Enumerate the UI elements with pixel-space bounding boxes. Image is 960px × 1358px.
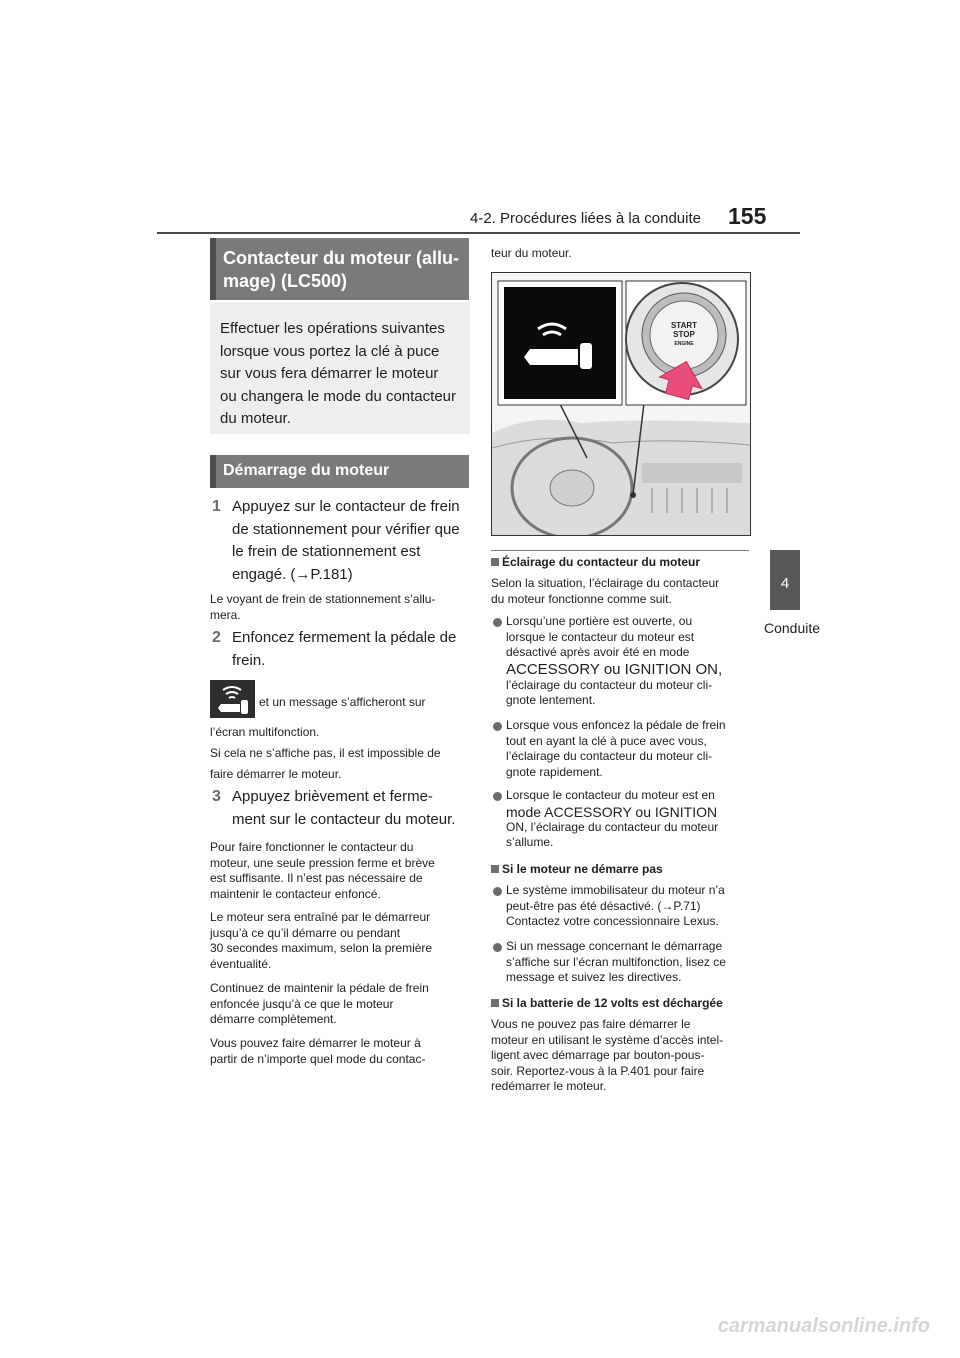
engine-switch-illustration (491, 272, 751, 536)
note-line: Le voyant de frein de stationnement s’allu- (210, 592, 436, 606)
step-1-note (210, 592, 463, 623)
text-line: mode ACCESSORY ou IGNITION (506, 803, 718, 820)
smart-key-indicator-icon (210, 680, 255, 718)
paragraph (210, 1036, 463, 1067)
para-line: enfoncée jusqu’à ce que le moteur (210, 996, 394, 1011)
header-rule (157, 232, 800, 234)
text-line: l’éclairage du contacteur du moteur cli- (506, 677, 713, 692)
intro-line: ou changera le mode du contacteur (220, 387, 456, 405)
step-2-icon-caption: et un message s’afficheront sur (259, 695, 426, 709)
para-line: Vous pouvez faire démarrer le moteur à (210, 1036, 421, 1050)
text-line: Lorsque le contacteur du moteur est en (506, 788, 715, 802)
button-label-start: START (670, 321, 698, 330)
text-line: ACCESSORY ou IGNITION ON, (506, 660, 723, 678)
step-line: de stationnement pour vérifier que (232, 520, 460, 538)
sec1-bullet-3 (506, 788, 749, 851)
text-line: Selon la situation, l’éclairage du contacteur (491, 576, 720, 590)
text-line: soir. Reportez-vous à la P.401 pour faire (491, 1063, 705, 1078)
para-line: Continuez de maintenir la pédale de frein (210, 981, 429, 995)
text-line: du moteur fonctionne comme suit. (491, 591, 672, 606)
text-line: peut-être pas été désactivé. (→P.71) (506, 898, 701, 913)
page-number: 155 (728, 203, 767, 229)
text-line: redémarrer le moteur. (491, 1079, 607, 1093)
intro-line: lorsque vous portez la clé à puce (220, 342, 440, 360)
text-line: lorsque le contacteur du moteur est (506, 629, 695, 644)
circle-bullet-icon (493, 792, 502, 801)
paragraph (210, 910, 463, 972)
intro-line: du moteur. (220, 410, 291, 427)
sec3-heading (491, 996, 723, 1010)
sec3-body (491, 1017, 749, 1095)
note-line: mera. (210, 607, 241, 622)
step-2-text (232, 627, 467, 672)
text-line: message et suivez les directives. (506, 970, 682, 984)
watermark-area (0, 1290, 960, 1358)
step-line: le frein de stationnement est (232, 543, 421, 560)
square-bullet-icon (491, 865, 499, 873)
step-number: 2 (212, 629, 221, 646)
step-2-note (210, 722, 463, 785)
square-bullet-icon (491, 558, 499, 566)
note-line: l’écran multifonction. (210, 725, 320, 739)
text-line: ON, l’éclairage du contacteur du moteur (506, 819, 719, 834)
watermark: carmanualsonline.info (717, 1315, 930, 1337)
text-line: gnote rapidement. (506, 764, 603, 779)
subheading (210, 455, 469, 488)
button-label-stop: STOP (673, 330, 695, 339)
text-line: ligent avec démarrage par bouton-pous- (491, 1048, 705, 1062)
section-divider (491, 550, 749, 551)
main-heading-line2: mage) (LC500) (223, 271, 348, 291)
step-number: 3 (212, 788, 221, 805)
step-number: 1 (212, 498, 221, 515)
sec1-heading (491, 555, 700, 569)
chapter-number: 4 (780, 575, 790, 592)
text-line: Vous ne pouvez pas faire démarrer le (491, 1017, 691, 1031)
sec1-bullet-1 (506, 614, 749, 709)
para-line: jusqu’à ce qu’il démarre ou pendant (210, 925, 401, 940)
para-line: est suffisante. Il n’est pas nécessaire de (210, 871, 423, 885)
text-line: Contactez votre concessionnaire Lexus. (506, 914, 719, 928)
text-line: Le système immobilisateur du moteur n’a (506, 883, 725, 897)
para-line: démarre complètement. (210, 1012, 337, 1026)
step-1-text (232, 496, 467, 586)
sec2-bullet-1 (506, 883, 749, 930)
circle-bullet-icon (493, 618, 502, 627)
para-line: Le moteur sera entraîné par le démarreur (210, 910, 431, 924)
sec1-bullet-2 (506, 718, 749, 780)
para-line: moteur, une seule pression ferme et brève (210, 855, 435, 870)
circle-bullet-icon (493, 887, 502, 896)
step-3-text (232, 786, 472, 831)
text-line: gnote lentement. (506, 693, 596, 707)
text-line: Lorsque vous enfoncez la pédale de frein (506, 718, 726, 732)
step-line: frein. (232, 651, 266, 669)
text-line: moteur en utilisant le système d’accès intel- (491, 1032, 724, 1047)
continuation-text: teur du moteur. (491, 246, 572, 260)
main-heading-line1: Contacteur du moteur (allu- (223, 248, 460, 268)
button-label-engine: ENGINE (674, 341, 694, 347)
step-line: Enfoncez fermement la pédale de (232, 629, 457, 646)
text-line: s’affiche sur l’écran multifonction, lisez ce (506, 954, 726, 969)
para-line: partir de n’importe quel mode du contac- (210, 1051, 426, 1066)
text-line: Lorsqu’une portière est ouverte, ou (506, 614, 693, 628)
text-line: l’éclairage du contacteur du moteur cli- (506, 749, 713, 763)
note-line: Si cela ne s’affiche pas, il est impossible de (210, 746, 441, 760)
subheading-text: Démarrage du moteur (223, 462, 390, 479)
text-line: désactivé après avoir été en mode (506, 645, 690, 659)
paragraph (210, 981, 463, 1028)
square-bullet-icon (491, 999, 499, 1007)
note-line: faire démarrer le moteur. (210, 767, 342, 781)
sec1-intro (491, 576, 749, 607)
sec2-heading-text: Si le moteur ne démarre pas (502, 862, 663, 876)
circle-bullet-icon (493, 722, 502, 731)
section-title: 4-2. Procédures liées à la conduite (470, 210, 701, 227)
intro-line: sur vous fera démarrer le moteur (220, 365, 439, 382)
step-line: engagé. (→P.181) (232, 565, 353, 583)
heading-bar (210, 238, 216, 300)
paragraph (210, 840, 463, 902)
chapter-label: Conduite (764, 620, 821, 636)
para-line: 30 secondes maximum, selon la première (210, 941, 433, 955)
text-line: Si un message concernant le démarrage (506, 939, 723, 953)
intro-line: Effectuer les opérations suivantes (220, 320, 445, 337)
circle-bullet-icon (493, 943, 502, 952)
sec2-bullet-2 (506, 939, 749, 986)
para-line: éventualité. (210, 956, 272, 971)
text-line: tout en ayant la clé à puce avec vous, (506, 733, 707, 748)
step-line: Appuyez sur le contacteur de frein (232, 498, 460, 515)
step-line: ment sur le contacteur du moteur. (232, 810, 456, 828)
intro-box (210, 302, 470, 434)
text-line: s’allume. (506, 835, 554, 849)
sec2-heading (491, 862, 663, 876)
sec3-heading-text: Si la batterie de 12 volts est déchargée (502, 996, 723, 1010)
sec1-heading-text: Éclairage du contacteur du moteur (502, 555, 701, 569)
step-line: Appuyez brièvement et ferme- (232, 788, 433, 805)
para-line: maintenir le contacteur enfoncé. (210, 886, 381, 901)
para-line: Pour faire fonctionner le contacteur du (210, 840, 414, 854)
subheading-bar (210, 455, 216, 488)
main-heading (210, 238, 469, 300)
